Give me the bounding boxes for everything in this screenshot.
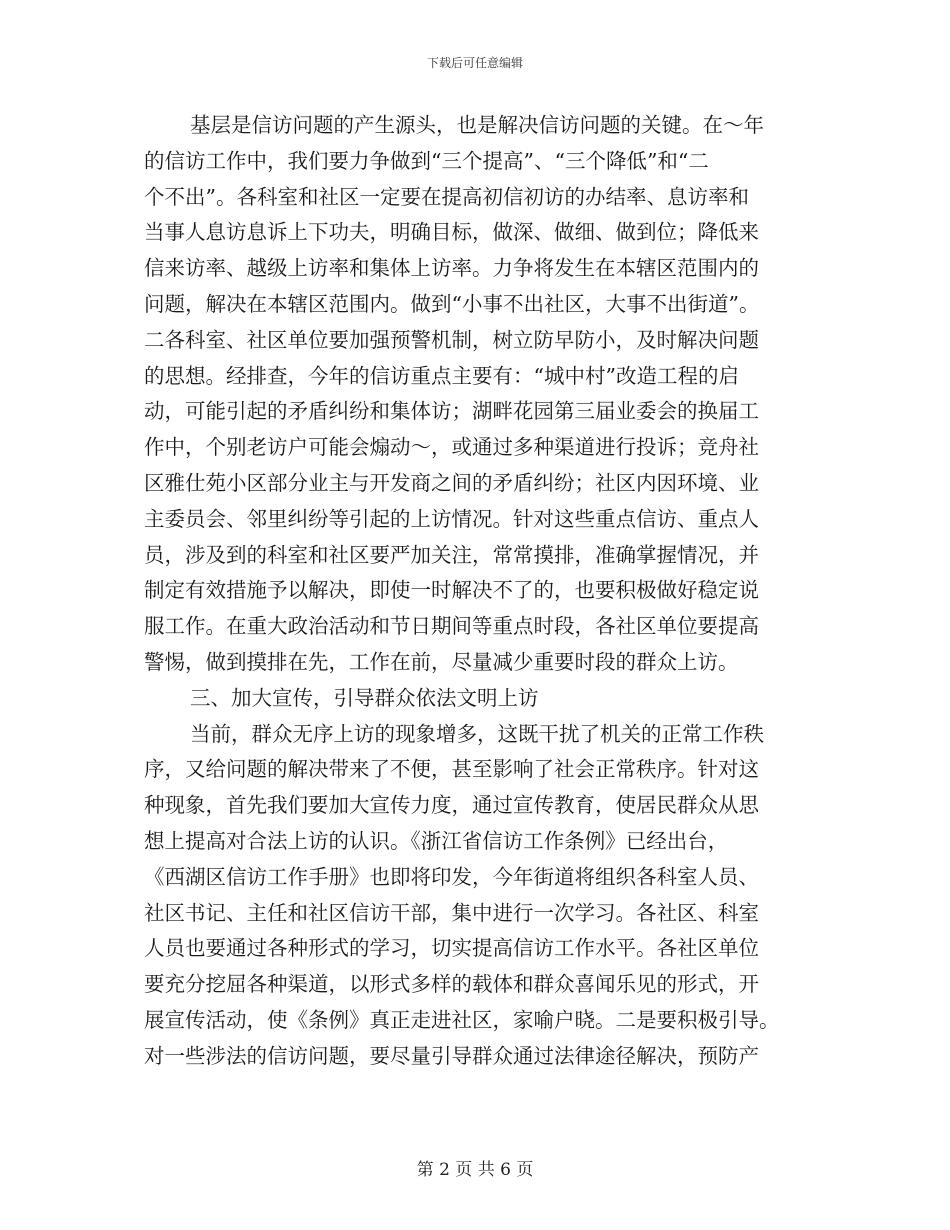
- section-heading: 三、加大宣传，引导群众依法文明上访: [190, 685, 539, 710]
- paragraph-line: 人员也要通过各种形式的学习，切实提高信访工作水平。各社区单位: [144, 936, 759, 961]
- paragraph-line: 信来访率、越级上访率和集体上访率。力争将发生在本辖区范围内的: [144, 256, 759, 281]
- paragraph-line: 的思想。经排查，今年的信访重点主要有：“城中村”改造工程的启: [144, 363, 739, 388]
- paragraph-line: 当事人息访息诉上下功夫，明确目标，做深、做细、做到位；降低来: [144, 220, 759, 245]
- paragraph-line: 的信访工作中，我们要力争做到“三个提高”、“三个降低”和“二: [144, 148, 709, 173]
- paragraph-line: 作中，个别老访户可能会煽动～，或通过多种渠道进行投诉；竞舟社: [144, 435, 759, 460]
- paragraph-line: 动，可能引起的矛盾纠纷和集体访；湖畔花园第三届业委会的换届工: [144, 399, 759, 424]
- paragraph-line: 要充分挖屈各种渠道，以形式多样的载体和群众喜闻乐见的形式，开: [144, 972, 759, 997]
- paragraph-line: 展宣传活动，使《条例》真正走进社区，家喻户晓。二是要积极引导。: [144, 1007, 780, 1032]
- paragraph-line: 基层是信访问题的产生源头，也是解决信访问题的关键。在～年: [190, 113, 764, 137]
- paragraph-line: 警惕，做到摸排在先，工作在前，尽量减少重要时段的群众上访。: [144, 649, 739, 674]
- paragraph-line: 《西湖区信访工作手册》也即将印发，今年街道将组织各科室人员、: [144, 864, 759, 889]
- paragraph-line: 序，又给问题的解决带来了不便，甚至影响了社会正常秩序。针对这: [144, 757, 759, 782]
- paragraph-line: 社区书记、主任和社区信访干部，集中进行一次学习。各社区、科室: [144, 900, 759, 925]
- paragraph-line: 主委员会、邻里纠纷等引起的上访情况。针对这些重点信访、重点人: [144, 506, 759, 531]
- paragraph-line: 区雅仕苑小区部分业主与开发商之间的矛盾纠纷；社区内因环境、业: [144, 470, 759, 495]
- paragraph-line: 问题，解决在本辖区范围内。做到“小事不出社区，大事不出街道”。: [144, 291, 760, 316]
- paragraph-line: 个不出”。各科室和社区一定要在提高初信初访的办结率、息访率和: [144, 184, 749, 209]
- paragraph-line: 制定有效措施予以解决，即使一时解决不了的，也要积极做好稳定说: [144, 578, 759, 603]
- paragraph-line: 当前，群众无序上访的现象增多，这既干扰了机关的正常工作秩: [190, 721, 764, 746]
- paragraph-line: 二各科室、社区单位要加强预警机制，树立防早防小，及时解决问题: [144, 327, 759, 352]
- paragraph-line: 想上提高对合法上访的认识。《浙江省信访工作条例》已经出台，: [144, 828, 729, 853]
- page-number-footer: 第 2 页 共 6 页: [416, 1160, 534, 1180]
- paragraph-line: 对一些涉法的信访问题，要尽量引导群众通过法律途径解决，预防产: [144, 1043, 759, 1068]
- page-header-note: 下载后可任意编辑: [426, 56, 523, 70]
- paragraph-line: 种现象，首先我们要加大宣传力度，通过宣传教育，使居民群众从思: [144, 793, 759, 818]
- paragraph-line: 服工作。在重大政治活动和节日期间等重点时段，各社区单位要提高: [144, 614, 759, 639]
- document-body: [144, 108, 808, 1075]
- paragraph-line: 员，涉及到的科室和社区要严加关注，常常摸排，准确掌握情况，并: [144, 542, 759, 567]
